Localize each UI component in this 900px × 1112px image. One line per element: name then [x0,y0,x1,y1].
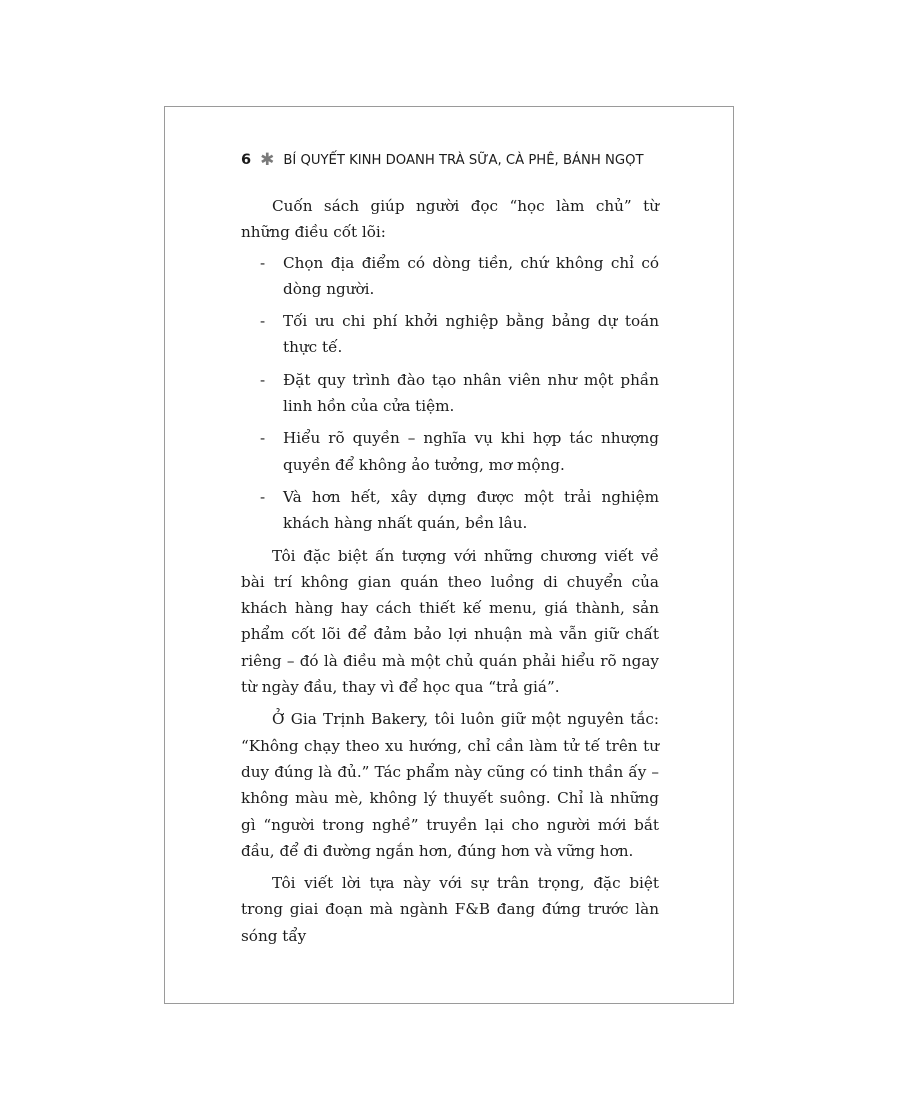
book-title: BÍ QUYẾT KINH DOANH TRÀ SỮA, CÀ PHÊ, BÁNH NGỌT [283,152,644,168]
list-item-text: Hiểu rõ quyền – nghĩa vụ khi hợp tác nhượng quyền để không ảo tưởng, mơ mộng. [283,429,659,474]
list-item [241,367,659,420]
body-paragraph: Tôi viết lời tựa này với sự trân trọng, đặc biệt trong giai đoạn mà ngành F&B đang đứng trước làn sóng tẩy [241,874,659,945]
book-page [164,106,734,1004]
intro-paragraph: Cuốn sách giúp người đọc “học làm chủ” từ những điều cốt lõi: [241,197,659,242]
list-item [241,250,659,303]
list-item-text: Tối ưu chi phí khởi nghiệp bằng bảng dự toán thực tế. [283,312,659,357]
bullet-list [241,250,659,537]
list-item-text: Và hơn hết, xây dựng được một trải nghiệm khách hàng nhất quán, bền lâu. [283,487,659,533]
bullet-dash: - [260,487,266,506]
asterisk-ornament-icon: ✱ [260,149,275,170]
bullet-dash: - [260,370,266,389]
list-item [241,425,659,478]
page-number: 6 [241,152,252,168]
list-item [241,308,659,361]
bullet-dash: - [260,312,266,331]
body-paragraph: Ở Gia Trịnh Bakery, tôi luôn giữ một nguyên tắc: “Không chạy theo xu hướng, chỉ cần làm tử tế trên tư duy đúng là đủ.” Tác phẩm này cũng có tinh thần ấy – không màu mè, không lý thuyết suông. Chỉ là những gì “người trong nghề” truyền lại cho người mới bắt đầu, để đi đường ngắn hơn, đúng hơn và vững hơn. [241,710,659,860]
list-item [241,484,659,537]
running-header [241,149,644,171]
list-item-text: Đặt quy trình đào tạo nhân viên như một phần linh hồn của cửa tiệm. [283,370,659,416]
page-body [241,193,659,955]
bullet-dash: - [260,253,266,272]
body-paragraph: Tôi đặc biệt ấn tượng với những chương viết về bài trí không gian quán theo luồng di chuyển của khách hàng hay cách thiết kế menu, giá thành, sản phẩm cốt lõi để đảm bảo lợi nhuận mà vẫn giữ chất riêng – đó là điều mà một chủ quán phải hiểu rõ ngay từ ngày đầu, thay vì để học qua “trả giá”. [241,546,659,697]
bullet-dash: - [260,429,266,448]
list-item-text: Chọn địa điểm có dòng tiền, chứ không chỉ có dòng người. [283,253,659,298]
